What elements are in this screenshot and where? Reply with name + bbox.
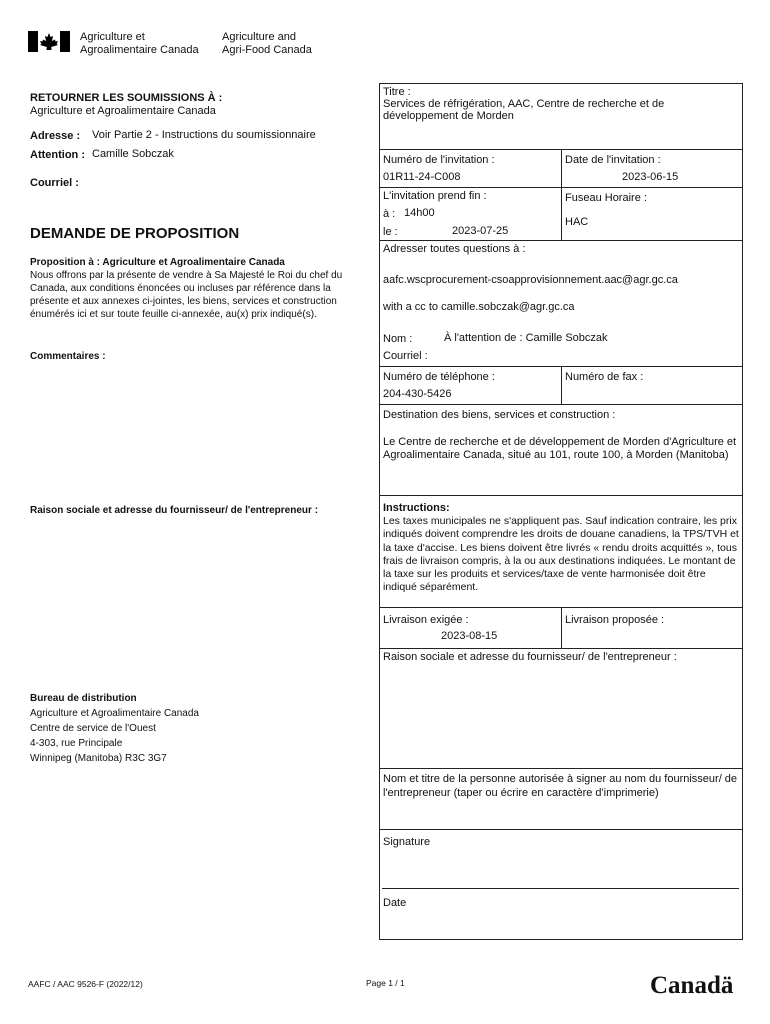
office-line2: Centre de service de l'Ouest [30,723,156,734]
phone-value: 204-430-5426 [383,388,452,400]
address-label: Adresse : [30,130,81,142]
return-title: RETOURNER LES SOUMISSIONS À : [30,92,223,104]
signature-label: Signature [383,836,431,848]
invitation-number-value: 01R11-24-C008 [383,171,461,183]
instructions-label: Instructions: [383,502,450,514]
attention-label: Attention : [30,149,85,161]
closes-at-value: 14h00 [404,207,435,219]
invitation-number-label: Numéro de l'invitation : [383,154,495,166]
proposal-title: Proposition à : Agriculture et Agroalimentaire Canada [30,257,285,268]
date-label: Date [383,897,407,909]
return-org: Agriculture et Agroalimentaire Canada [30,105,216,117]
contact-name-label: Nom : [383,333,413,345]
canada-flag-logo [28,31,70,52]
header-en-line1: Agriculture and [222,31,296,43]
header-fr-line2: Agroalimentaire Canada [80,44,199,56]
closes-label: L'invitation prend fin : [383,190,487,202]
title-value: Services de réfrigération, AAC, Centre de recherche et de développement de Morden [383,98,665,122]
header-fr [80,30,199,57]
header-en-line2: Agri-Food Canada [222,44,312,56]
timezone-value: HAC [565,216,589,228]
closes-at-label: à : [383,208,396,220]
contact-name-value: À l'attention de : Camille Sobczak [444,332,608,344]
closes-on-value: 2023-07-25 [452,225,509,237]
page-number: Page 1 / 1 [366,978,405,988]
closes-on-label: le : [383,226,398,238]
email-label: Courriel : [30,177,79,189]
delivery-proposed-label: Livraison proposée : [565,614,665,626]
questions-label: Adresser toutes questions à : [383,243,526,255]
delivery-required-value: 2023-08-15 [441,630,498,642]
header-en [222,30,312,57]
title-label: Titre : [383,86,411,98]
attention-value: Camille Sobczak [92,148,174,160]
questions-email: aafc.wscprocurement-csoapprovisionnement.aac@agr.gc.ca [383,274,678,286]
office-title: Bureau de distribution [30,693,137,704]
rfp-title: DEMANDE DE PROPOSITION [30,225,240,242]
proposal-text: Nous offrons par la présente de vendre à Sa Majesté le Roi du chef du Canada, aux conditions énoncées ou incluses par référence dans la présente et aux annexes ci-jointes, les biens, services et construction énumérés ici et sur toute feuille ci-annexée, au(x) prix indiqué(s). [30,270,343,320]
invitation-date-label: Date de l'invitation : [565,154,661,166]
header-fr-line1: Agriculture et [80,31,145,43]
phone-label: Numéro de téléphone : [383,371,495,383]
contact-email-label: Courriel : [383,350,428,362]
address-value: Voir Partie 2 - Instructions du soumissionnaire [92,129,316,141]
fax-label: Numéro de fax : [565,371,644,383]
supplier-label-left: Raison sociale et adresse du fournisseur/ de l'entrepreneur : [30,505,319,516]
timezone-label: Fuseau Horaire : [565,192,647,204]
destination-label: Destination des biens, services et construction : [383,409,616,421]
supplier-label-right: Raison sociale et adresse du fournisseur/ de l'entrepreneur : [383,651,677,663]
invitation-date-value: 2023-06-15 [622,171,679,183]
delivery-required-label: Livraison exigée : [383,614,469,626]
office-line3: 4-303, rue Principale [30,738,123,749]
questions-cc: with a cc to camille.sobczak@agr.gc.ca [383,301,575,313]
comments-label: Commentaires : [30,351,106,362]
canada-wordmark: Canadä [650,972,734,999]
office-line1: Agriculture et Agroalimentaire Canada [30,708,199,719]
signer-label: Nom et titre de la personne autorisée à signer au nom du fournisseur/ de l'entrepreneur (taper ou écrire en caractère d'imprimerie) [383,773,738,799]
distribution-office [30,692,199,765]
office-line4: Winnipeg (Manitoba) R3C 3G7 [30,753,167,764]
destination-value: Le Centre de recherche et de développement de Morden d'Agriculture et Agroalimentaire Canada, situé au 101, route 100, à Morden (Manitoba) [383,436,737,461]
form-code: AAFC / AAC 9526-F (2022/12) [28,979,143,989]
instructions-value: Les taxes municipales ne s'appliquent pas. Sauf indication contraire, les prix indiqués doivent comprendre les droits de douane canadiens, la TPS/TVH et la taxe d'accise. Les biens doivent être livrés « rendu droits acquittés », tous frais de livraison compris, à la ou aux destinations indiquées. Le montant de la taxe sur les produits et services/taxe de vente harmonisée doit être indiqué séparément. [383,515,739,594]
